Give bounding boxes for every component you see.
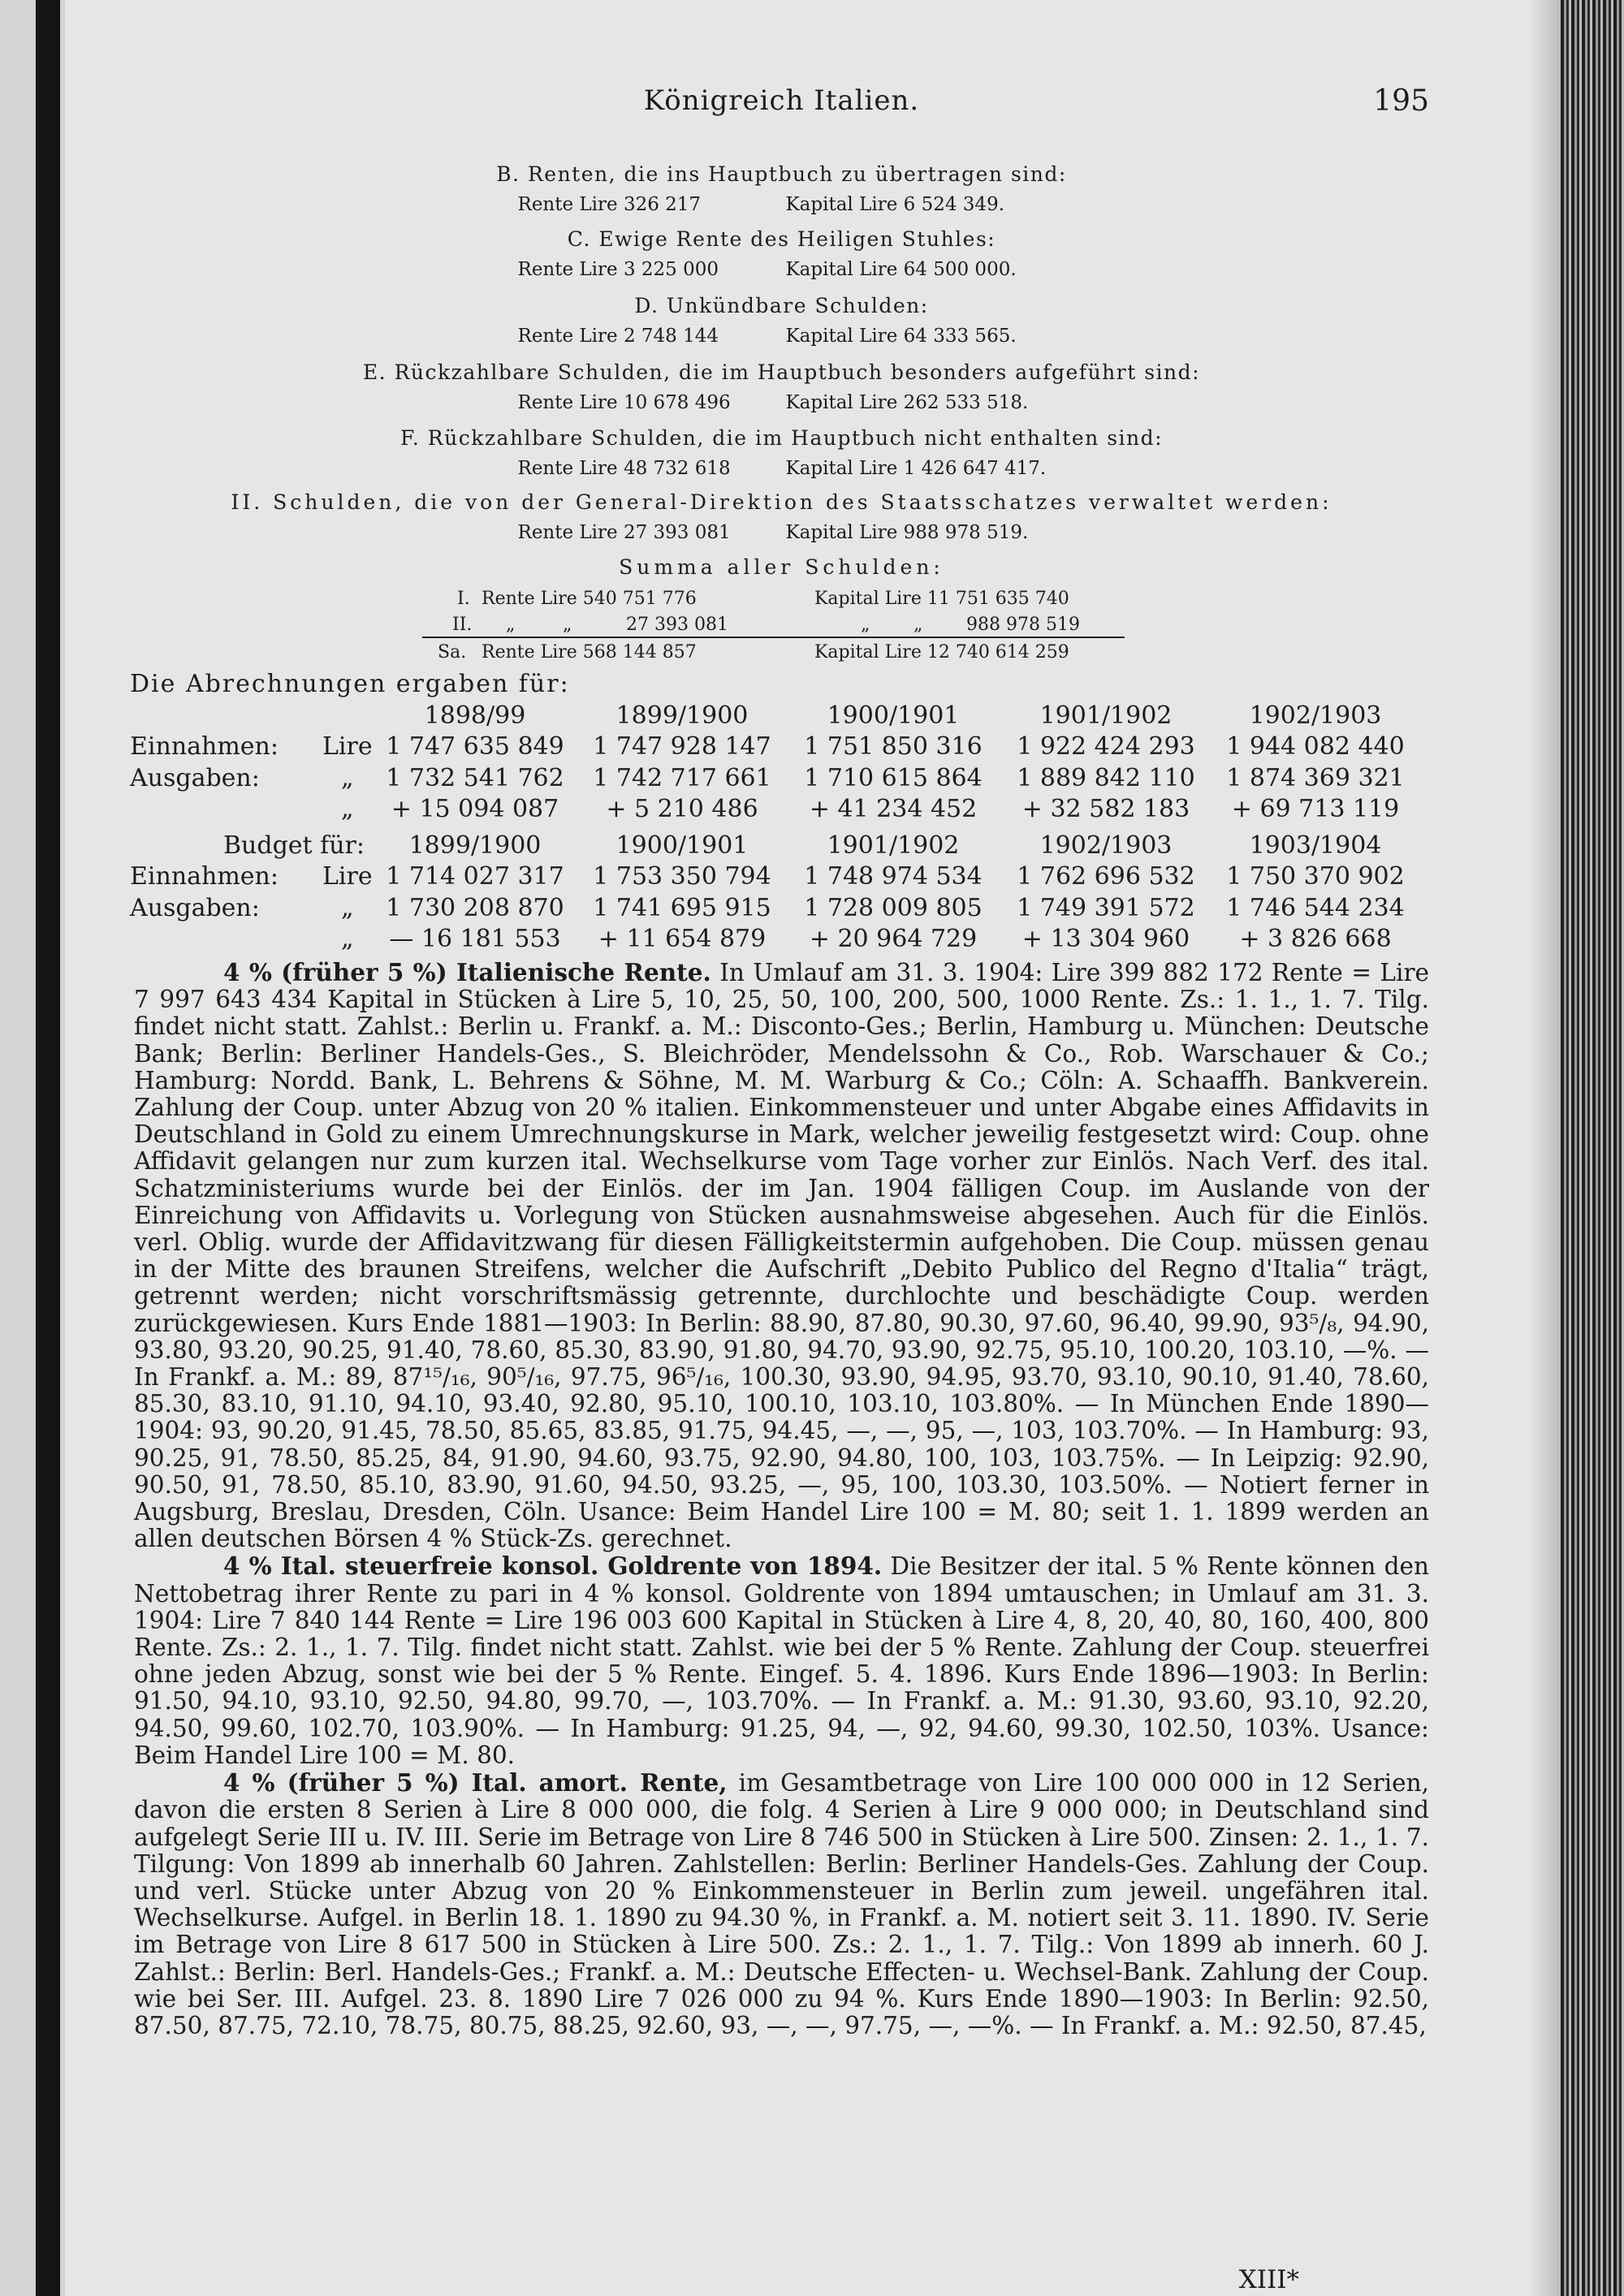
rente-kapital-line <box>134 454 1429 484</box>
year-header: 1901/1902 <box>1039 701 1173 730</box>
amount: 1 753 350 794 <box>593 862 771 891</box>
kapital-value: Kapital Lire 6 524 349. <box>785 194 1005 215</box>
section-f <box>134 423 1429 484</box>
year-header: 1900/1901 <box>827 701 960 730</box>
kapital-value: Kapital Lire 64 500 000. <box>785 259 1017 280</box>
summa-kapital: Kapital Lire 12 740 614 259 <box>814 642 1069 662</box>
ditto-mark: „ <box>914 615 923 635</box>
abrechnung-intro: Die Abrechnungen ergaben für: <box>130 670 570 698</box>
year-header: 1901/1902 <box>827 831 960 860</box>
amount: + 41 234 452 <box>809 795 978 823</box>
amount: + 32 582 183 <box>1021 795 1190 823</box>
spine-shadow <box>1528 0 1561 2296</box>
section-heading: E. Rückzahlbare Schulden, die im Hauptbuch besonders aufgeführt sind: <box>362 360 1201 384</box>
amount: + 69 713 119 <box>1231 795 1400 823</box>
section-heading: C. Ewige Rente des Heiligen Stuhles: <box>567 227 996 251</box>
summa-rule <box>422 637 1125 638</box>
summa-rente: 27 393 081 <box>626 615 728 635</box>
kapital-value: Kapital Lire 1 426 647 417. <box>785 458 1047 479</box>
summa-rente: Rente Lire 540 751 776 <box>482 589 697 609</box>
amount: 1 732 541 762 <box>386 763 564 792</box>
amount: + 3 826 668 <box>1239 925 1392 953</box>
body-text <box>134 959 1429 2039</box>
amount: 1 746 544 234 <box>1226 893 1405 922</box>
ausgaben-row <box>130 763 1429 795</box>
abrechnung-intro-row <box>130 669 1429 701</box>
amount: 1 741 695 915 <box>593 893 771 922</box>
ditto-mark: „ <box>861 615 870 635</box>
year-header: 1899/1900 <box>615 701 749 730</box>
row-label: Einnahmen: <box>130 732 279 761</box>
summa-label: Sa. <box>438 642 467 662</box>
year-header: 1899/1900 <box>408 831 542 860</box>
summa-row-1 <box>134 586 1429 612</box>
rente-kapital-line <box>134 388 1429 418</box>
section-b <box>134 159 1429 220</box>
rente-kapital-line <box>134 190 1429 220</box>
amount: 1 748 974 534 <box>804 862 983 891</box>
page-title: Königreich Italien. <box>643 84 920 117</box>
paragraph-title: 4 % (früher 5 %) Italienische Rente. <box>223 958 711 986</box>
amount: 1 742 717 661 <box>593 763 771 792</box>
amount: 1 751 850 316 <box>804 732 983 761</box>
section-heading: II. Schulden, die von der General-Direktion des Staatsschatzes verwaltet werden: <box>231 490 1332 514</box>
year-header: 1900/1901 <box>615 831 749 860</box>
amount: 1 750 370 902 <box>1226 862 1405 891</box>
amount: 1 889 842 110 <box>1017 763 1195 792</box>
rente-value: Rente Lire 3 225 000 <box>517 259 719 280</box>
summa-label: I. <box>457 589 470 609</box>
kapital-value: Kapital Lire 988 978 519. <box>785 522 1029 543</box>
year-header: 1898/99 <box>424 701 526 730</box>
row-label: Einnahmen: <box>130 862 279 891</box>
paragraph-title: 4 % Ital. steuerfreie konsol. Goldrente von 1894. <box>223 1552 883 1581</box>
section-heading: F. Rückzahlbare Schulden, die im Hauptbuch nicht enthalten sind: <box>400 426 1164 450</box>
summa-row-2 <box>134 612 1429 638</box>
summa-rente: Rente Lire 568 144 857 <box>482 642 697 662</box>
amount: + 11 654 879 <box>598 925 767 953</box>
ditto-mark: „ <box>341 795 354 823</box>
ditto-mark: „ <box>341 893 354 922</box>
ditto-mark: „ <box>341 763 354 792</box>
section-heading: D. Unkündbare Schulden: <box>634 294 929 317</box>
amount: 1 749 391 572 <box>1017 893 1195 922</box>
summa-section <box>134 552 1429 666</box>
amount: 1 714 027 317 <box>386 862 564 891</box>
scan-edge-dark-bar <box>36 0 60 2296</box>
year-header: 1903/1904 <box>1249 831 1382 860</box>
summa-row-3 <box>134 640 1429 666</box>
paragraph-body: In Umlauf am 31. 3. 1904: Lire 399 882 172 Rente = Lire 7 997 643 434 Kapital in Stücken à Lire 5, 10, 25, 50, 100, 200, 500, 1000 Rente. Zs.: 1. 1., 1. 7. Tilg. findet nicht statt. Zahlst.: Berlin u. Frankf. a. M.: Disconto-Ges.; Berlin, Hamburg u. München: Deutsche Bank; Berlin: Berliner Handels-Ges., S. Bleichröder, Mendelssohn & Co., Rob. Warschauer & Co.; Hamburg: Nordd. Bank, L. Behrens & Söhne, M. M. Warburg & Co.; Cöln: A. Schaaffh. Bankverein. Zahlung der Coup. unter Abzug von 20 % italien. Einkommensteuer und unter Abgabe eines Affidavits in Deutschland in Gold zu einem Umrechnungskurse in Mark, welcher jeweilig festgesetzt wird: Coup. ohne Affidavit gelangen nur zum kurzen ital. Wechselkurse vom Tage vorher zur Einlös. Nach Verf. des ital. Schatzministeriums wurde bei der Einlös. der im Jan. 1904 fälligen Coup. im Auslande von der Einreichung von Affidavits u. Vorlegung von Stücken ausnahmsweise abgesehen. Auch für die Einlös. verl. Oblig. wurde der Affidavitzwang für diesen Fälligkeitstermin aufgehoben. Die Coup. müssen genau in der Mitte des braunen Streifens, welcher die Aufschrift „Debito Publico del Regno d'Italia“ trägt, getrennt werden; nicht vorschriftsmässig getrennte, durchlochte und beschädigte Coup. werden zurückgewiesen. Kurs Ende 1881—1903: In Berlin: 88.90, 87.80, 90.30, 97.60, 96.40, 99.90, 93⁵/₈, 94.90, 93.80, 93.20, 90.25, 91.40, 78.60, 85.30, 83.90, 91.80, 94.70, 93.90, 92.75, 95.10, 100.20, 103.10, —%. — In Frankf. a. M.: 89, 87¹⁵/₁₆, 90⁵/₁₆, 97.75, 96⁵/₁₆, 100.30, 93.90, 94.95, 93.70, 93.10, 90.10, 91.40, 78.60, 85.30, 83.10, 91.10, 94.10, 93.40, 92.80, 95.10, 100.10, 103.10, 103.80%. — In München Ende 1890—1904: 93, 90.20, 91.45, 78.50, 85.65, 83.85, 91.75, 94.45, —, —, 95, —, 103, 103.70%. — In Hamburg: 93, 90.25, 91, 78.50, 85.25, 84, 91.90, 94.60, 93.75, 92.90, 94.80, 100, 103, 103.75%. — In Leipzig: 92.90, 90.50, 91, 78.50, 85.10, 83.90, 91.60, 94.50, 93.25, —, 95, 100, 103.30, 103.50%. — Notiert ferner in Augsburg, Breslau, Dresden, Cöln. Usance: Beim Handel Lire 100 = M. 80; seit 1. 1. 1899 werden an allen deutschen Börsen 4 % Stück-Zs. gerechnet. <box>134 959 1429 1553</box>
amount: + 20 964 729 <box>809 925 978 953</box>
budget-label: Budget für: <box>223 831 365 860</box>
rente-value: Rente Lire 48 732 618 <box>517 458 731 479</box>
kapital-value: Kapital Lire 64 333 565. <box>785 326 1017 347</box>
amount: 1 944 082 440 <box>1226 732 1405 761</box>
rente-kapital-line <box>134 518 1429 548</box>
rente-value: Rente Lire 326 217 <box>517 194 702 215</box>
document-page <box>130 0 1429 2296</box>
amount: + 5 210 486 <box>606 795 758 823</box>
einnahmen-row <box>130 732 1429 763</box>
summa-kapital: Kapital Lire 11 751 635 740 <box>814 589 1069 609</box>
amount: 1 730 208 870 <box>386 893 564 922</box>
amount: 1 922 424 293 <box>1017 732 1195 761</box>
budget-header-row <box>134 831 1429 862</box>
paragraph-goldrente <box>134 1552 1429 1769</box>
amount: 1 762 696 532 <box>1017 862 1195 891</box>
rente-value: Rente Lire 27 393 081 <box>517 522 731 543</box>
ditto-mark: „ <box>506 615 516 635</box>
amount: 1 747 928 147 <box>593 732 771 761</box>
budget-ausgaben-row <box>130 893 1429 925</box>
year-header: 1902/1903 <box>1039 831 1173 860</box>
paragraph-title: 4 % (früher 5 %) Ital. amort. Rente, <box>223 1768 728 1798</box>
amount: 1 728 009 805 <box>804 893 983 922</box>
section-d <box>134 291 1429 352</box>
summa-kapital: 988 978 519 <box>966 615 1080 635</box>
row-label: Ausgaben: <box>130 763 260 792</box>
budget-einnahmen-row <box>130 861 1429 893</box>
rente-kapital-line <box>134 255 1429 285</box>
rente-value: Rente Lire 2 748 144 <box>517 326 719 347</box>
section-c <box>134 224 1429 285</box>
row-label: Ausgaben: <box>130 893 260 922</box>
amount: 1 710 615 864 <box>804 763 983 792</box>
paragraph-amort-rente <box>134 1769 1429 2039</box>
sheet-signature: XIII* <box>1238 2265 1299 2294</box>
ditto-mark: „ <box>563 615 572 635</box>
currency-label: Lire <box>322 862 373 891</box>
year-header: 1902/1903 <box>1249 701 1382 730</box>
currency-label: Lire <box>322 732 373 761</box>
kapital-value: Kapital Lire 262 533 518. <box>785 392 1029 413</box>
paragraph-italienische-rente <box>134 959 1429 1552</box>
abrechnung-table <box>130 669 1429 956</box>
budget-saldo-row <box>134 924 1429 956</box>
summa-label: II. <box>452 615 473 635</box>
amount: 1 874 369 321 <box>1226 763 1405 792</box>
rente-value: Rente Lire 10 678 496 <box>517 392 731 413</box>
section-heading: B. Renten, die ins Hauptbuch zu übertragen sind: <box>496 162 1067 186</box>
page-number: 195 <box>1373 84 1429 118</box>
book-spine <box>1561 0 1624 2296</box>
amount: + 13 304 960 <box>1021 925 1190 953</box>
amount: 1 747 635 849 <box>386 732 564 761</box>
paragraph-body: im Gesamtbetrage von Lire 100 000 000 in 12 Serien, davon die ersten 8 Serien à Lire 8 000 000, die folg. 4 Serien à Lire 9 000 000; in Deutschland sind aufgelegt Serie III u. IV. III. Serie im Betrage von Lire 8 746 500 in Stücken à Lire 500. Zinsen: 2. 1., 1. 7. Tilgung: Von 1899 ab innerhalb 60 Jahren. Zahlstellen: Berlin: Berliner Handels-Ges. Zahlung der Coup. und verl. Stücke unter Abzug von 20 % Einkommensteuer in Berlin zum jeweil. ungefähren ital. Wechselkurse. Aufgel. in Berlin 18. 1. 1890 zu 94.30 %, in Frankf. a. M. notiert seit 3. 11. 1890. IV. Serie im Betrage von Lire 8 617 500 in Stücken à Lire 500. Zs.: 2. 1., 1. 7. Tilg.: Von 1899 ab innerh. 60 J. Zahlst.: Berlin: Berl. Handels-Ges.; Frankf. a. M.: Deutsche Effecten- u. Wechsel-Bank. Zahlung der Coup. wie bei Ser. III. Aufgel. 23. 8. 1890 Lire 7 026 000 zu 94 %. Kurs Ende 1890—1903: In Berlin: 92.50, 87.50, 87.75, 72.10, 78.75, 80.75, 88.25, 92.60, 93, —, —, 97.75, —, —%. — In Frankf. a. M.: 92.50, 87.45, <box>134 1769 1429 2039</box>
saldo-row <box>134 794 1429 826</box>
rente-kapital-line <box>134 322 1429 352</box>
ditto-mark: „ <box>341 925 354 953</box>
page-header <box>134 84 1429 133</box>
section-ii <box>134 487 1429 548</box>
summa-heading: Summa aller Schulden: <box>619 555 944 579</box>
amount: + 15 094 087 <box>391 795 559 823</box>
section-e <box>134 357 1429 418</box>
amount: — 16 181 553 <box>389 925 561 953</box>
year-header-row <box>134 701 1429 732</box>
paragraph-body: Die Besitzer der ital. 5 % Rente können den Nettobetrag ihrer Rente zu pari in 4 % konsol. Goldrente von 1894 umtauschen; in Umlauf am 31. 3. 1904: Lire 7 840 144 Rente = Lire 196 003 600 Kapital in Stücken à Lire 4, 8, 20, 40, 80, 160, 400, 800 Rente. Zs.: 2. 1., 1. 7. Tilg. findet nicht statt. Zahlst. wie bei der 5 % Rente. Zahlung der Coup. steuerfrei ohne jeden Abzug, sonst wie bei der 5 % Rente. Eingef. 5. 4. 1896. Kurs Ende 1896—1903: In Berlin: 91.50, 94.10, 93.10, 92.50, 94.80, 99.70, —, 103.70%. — In Frankf. a. M.: 91.30, 93.60, 93.10, 92.20, 94.50, 99.60, 102.70, 103.90%. — In Hamburg: 91.25, 94, —, 92, 94.60, 99.30, 102.50, 103%. Usance: Beim Handel Lire 100 = M. 80. <box>134 1552 1429 1769</box>
